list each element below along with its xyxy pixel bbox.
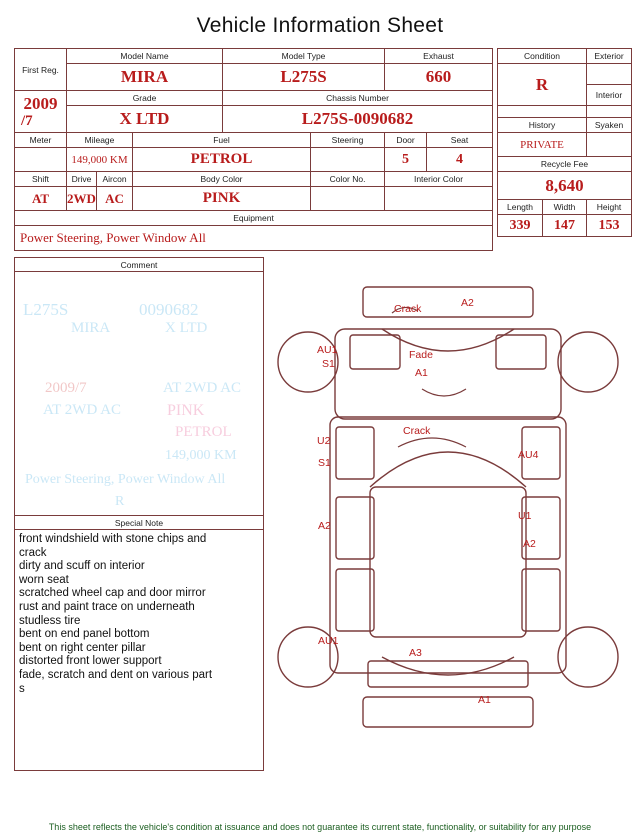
watermark-model-type: L275S (23, 300, 69, 319)
comment-body (15, 272, 263, 515)
header-door: Door (385, 133, 427, 148)
header-body-color: Body Color (133, 172, 311, 187)
value-shift: AT (15, 187, 67, 211)
damage-label-u1-right: U1 (518, 510, 532, 522)
condition-grid (497, 48, 632, 237)
vehicle-damage-diagram (270, 257, 626, 771)
comment-header: Comment (15, 258, 263, 272)
value-chassis-number: L275S-0090682 (223, 106, 493, 133)
footer-disclaimer: This sheet reflects the vehicle's condition at issuance and does not guarantee its current state, functionality, or suitability for any purpose (48, 822, 592, 832)
header-model-type: Model Type (223, 49, 385, 64)
header-shift: Shift (15, 172, 67, 187)
special-note-line: s (19, 682, 25, 695)
damage-label-a1-hood: A1 (415, 367, 428, 379)
value-model-name: MIRA (67, 64, 223, 91)
value-first-reg-month: /7 (21, 112, 33, 129)
value-steering (311, 148, 385, 172)
value-length: 339 (498, 215, 543, 237)
watermark-model-name: MIRA (71, 320, 111, 336)
watermark-shift: AT 2WD AC (43, 402, 122, 418)
header-history: History (498, 118, 587, 133)
value-fuel: PETROL (133, 148, 311, 172)
watermark-mileage: 149,000 KM (165, 448, 237, 463)
special-note-line: distorted front lower support (19, 655, 162, 668)
value-recycle-fee: 8,640 (498, 172, 632, 200)
watermark-grade: X LTD (165, 320, 208, 336)
value-body-color: PINK (133, 187, 311, 211)
value-seat: 4 (427, 148, 493, 172)
special-note-line: worn seat (19, 573, 69, 586)
special-note-line: rust and paint trace on underneath (19, 600, 195, 613)
spec-table-left (14, 48, 492, 251)
damage-label-au4-right: AU4 (518, 449, 539, 461)
special-note-line: scratched wheel cap and door mirror (19, 587, 206, 600)
watermark-condition: R (115, 494, 125, 509)
header-height: Height (587, 200, 632, 215)
watermark-equipment: Power Steering, Power Window All (25, 472, 226, 487)
value-history: PRIVATE (498, 133, 587, 157)
value-door: 5 (385, 148, 427, 172)
header-model-name: Model Name (67, 49, 223, 64)
value-exterior (587, 64, 632, 85)
damage-label-a2-right: A2 (523, 538, 536, 550)
value-first-reg-year: 2009 (23, 93, 58, 113)
special-note-panel (14, 516, 264, 771)
header-exhaust: Exhaust (385, 49, 493, 64)
header-chassis-number: Chassis Number (223, 91, 493, 106)
value-interior (587, 106, 632, 118)
special-note-line: dirty and scuff on interior (19, 560, 145, 573)
header-syaken: Syaken (587, 118, 632, 133)
damage-label-a1-rear: A1 (478, 694, 491, 706)
value-interior-color (385, 187, 493, 211)
page-title: Vehicle Information Sheet (196, 14, 444, 37)
damage-label-u2-left: U2 (317, 435, 331, 447)
value-exhaust: 660 (385, 64, 493, 91)
spec-table-right (497, 48, 631, 251)
header-interior-color: Interior Color (385, 172, 493, 187)
header-first-reg: First Reg. (15, 49, 67, 91)
special-note-line: bent on right center pillar (19, 641, 146, 654)
value-color-no (311, 187, 385, 211)
special-note-line: bent on end panel bottom (19, 628, 150, 641)
special-note-line: fade, scratch and dent on various part (19, 668, 213, 681)
header-recycle-fee: Recycle Fee (498, 157, 632, 172)
spec-grid-main (14, 48, 493, 251)
spec-tables (0, 48, 640, 251)
header-interior: Interior (587, 85, 632, 106)
header-length: Length (498, 200, 543, 215)
value-interior-blank (498, 106, 587, 118)
damage-label-s1-left: S1 (318, 457, 331, 469)
watermark-chassis: 0090682 (139, 300, 199, 319)
value-mileage: 149,000 KM (67, 148, 133, 172)
damage-label-s1-left-front: S1 (322, 358, 335, 370)
header-equipment: Equipment (15, 211, 493, 226)
watermark-fuel: PETROL (175, 424, 232, 440)
special-note-header: Special Note (15, 516, 263, 530)
special-note-line: crack (19, 546, 47, 559)
damage-label-fade: Fade (409, 349, 433, 361)
special-note-line: studless tire (19, 614, 81, 627)
damage-label-crack-roof: Crack (403, 425, 431, 437)
damage-label-au1-left-front: AU1 (317, 344, 338, 356)
damage-label-a3-rear: A3 (409, 647, 422, 659)
value-grade: X LTD (67, 106, 223, 133)
header-meter: Meter (15, 133, 67, 148)
value-model-type: L275S (223, 64, 385, 91)
value-equipment: Power Steering, Power Window All (15, 226, 493, 251)
watermark-year: 2009/7 (45, 380, 87, 396)
comment-panel (14, 257, 264, 516)
value-width: 147 (543, 215, 587, 237)
header-color-no: Color No. (311, 172, 385, 187)
damage-label-crack-front: Crack (394, 303, 422, 315)
header-drive: Drive (67, 172, 97, 187)
header-grade: Grade (67, 91, 223, 106)
comment-and-note-column (14, 257, 264, 771)
damage-label-a2-left: A2 (318, 520, 331, 532)
header-seat: Seat (427, 133, 493, 148)
value-aircon: AC (97, 187, 133, 211)
value-meter (15, 148, 67, 172)
vehicle-outline-svg (270, 257, 626, 757)
value-first-reg (15, 91, 67, 133)
damage-label-a2-front: A2 (461, 297, 474, 309)
value-height: 153 (587, 215, 632, 237)
bottom-section (0, 251, 640, 771)
watermark-reg: AT 2WD AC (163, 380, 242, 396)
header-fuel: Fuel (133, 133, 311, 148)
value-drive: 2WD (67, 187, 97, 211)
watermark-body-color: PINK (167, 402, 205, 419)
value-condition: R (498, 64, 587, 106)
value-syaken (587, 133, 632, 157)
damage-label-au1-left-rear: AU1 (318, 635, 339, 647)
header-condition: Condition (498, 49, 587, 64)
header-width: Width (543, 200, 587, 215)
special-note-line: front windshield with stone chips and (19, 533, 207, 545)
header-mileage: Mileage (67, 133, 133, 148)
header-steering: Steering (311, 133, 385, 148)
special-note-body (15, 530, 263, 770)
header-aircon: Aircon (97, 172, 133, 187)
header-exterior: Exterior (587, 49, 632, 64)
